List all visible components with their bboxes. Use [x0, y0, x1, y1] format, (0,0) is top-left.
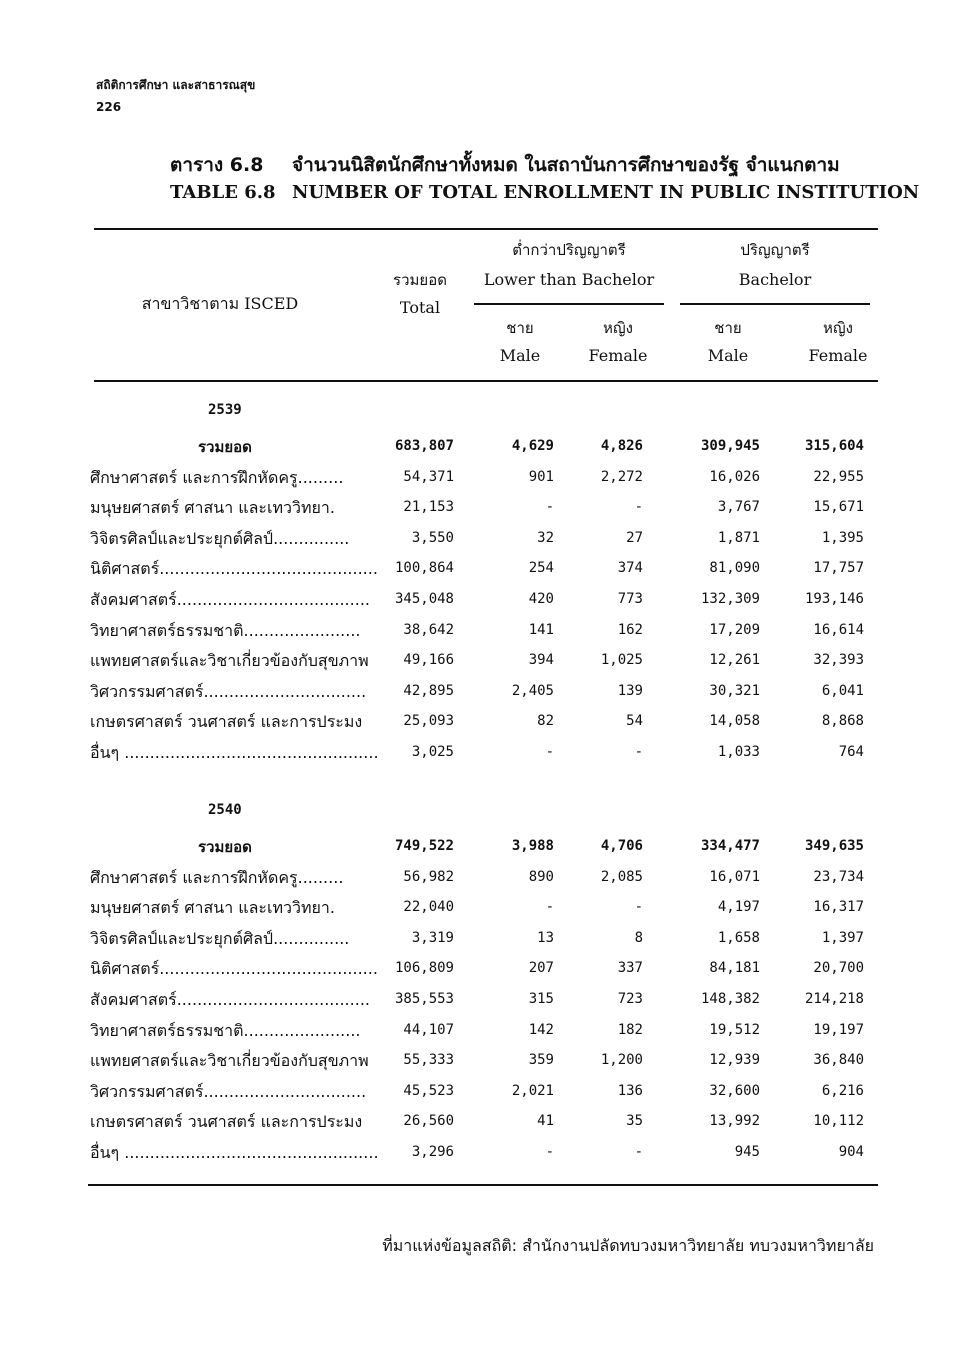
table-row [90, 738, 880, 768]
table-row [90, 924, 880, 954]
bachelor-group-rule [680, 303, 870, 305]
cell-lower-male: 141 [528, 621, 554, 638]
cell-total: 100,864 [394, 560, 454, 577]
page-number: 226 [96, 100, 122, 114]
cell-lower-male: 2,405 [511, 682, 554, 699]
cell-lower-female: 136 [617, 1082, 643, 1099]
cell-bachelor-male: 16,026 [709, 468, 760, 485]
cell-total: 683,807 [394, 438, 454, 454]
cell-lower-female: 337 [617, 960, 643, 977]
field-name: อื่นๆ .................................................. [90, 1143, 379, 1162]
cell-lower-female: 1,025 [600, 652, 643, 669]
table-row [90, 554, 880, 584]
field-name: อื่นๆ .................................................. [90, 743, 379, 762]
cell-lower-female: 1,200 [600, 1052, 643, 1069]
source-note: ที่มาแห่งข้อมูลสถิติ: สำนักงานปลัดทบวงมหาวิทยาลัย ทบวงมหาวิทยาลัย [382, 1236, 874, 1255]
table-title-thai [170, 150, 840, 180]
cell-bachelor-male: 12,261 [709, 652, 760, 669]
table-row [90, 707, 880, 737]
table-row [90, 677, 880, 707]
field-name: วิทยาศาสตร์ธรรมชาติ....................... [90, 1020, 361, 1040]
cell-bachelor-male: 12,939 [709, 1052, 760, 1069]
header-bachelor-thai: ปริญญาตรี [740, 241, 810, 259]
header-bottom-rule [94, 380, 878, 382]
cell-lower-male: - [545, 1144, 554, 1160]
table-row [90, 1016, 880, 1046]
header-bachelor-male-english: Male [707, 346, 749, 365]
cell-total: 3,025 [411, 744, 454, 760]
cell-bachelor-female: 19,197 [813, 1021, 864, 1038]
cell-lower-male: 359 [528, 1052, 554, 1069]
header-lower-thai: ต่ำกว่าปริญญาตรี [512, 241, 626, 259]
cell-lower-male: 420 [528, 591, 554, 607]
cell-bachelor-male: 945 [734, 1144, 760, 1160]
cell-lower-female: - [634, 499, 643, 516]
cell-bachelor-female: 22,955 [813, 468, 864, 485]
table-row [90, 893, 880, 923]
table-row [90, 646, 880, 676]
cell-bachelor-female: 1,395 [821, 529, 864, 546]
cell-lower-female: 2,085 [600, 868, 643, 885]
cell-lower-female: 723 [617, 991, 643, 1007]
cell-total: 345,048 [394, 591, 454, 607]
cell-bachelor-male: 3,767 [717, 499, 760, 516]
header-bachelor-male-thai: ชาย [714, 319, 742, 337]
cell-lower-female: - [634, 899, 643, 916]
cell-bachelor-female: 764 [838, 744, 864, 760]
cell-total: 25,093 [403, 713, 454, 730]
header-bachelor-female-english: Female [808, 346, 868, 365]
cell-lower-male: 32 [537, 529, 554, 546]
cell-lower-male: - [545, 899, 554, 916]
cell-total: 3,296 [411, 1144, 454, 1160]
header-total-english: Total [399, 298, 441, 317]
field-name: วิทยาศาสตร์ธรรมชาติ....................... [90, 620, 361, 640]
cell-bachelor-female: 16,614 [813, 621, 864, 638]
cell-lower-female: 4,826 [600, 438, 643, 454]
header-lower-english: Lower than Bachelor [483, 270, 655, 289]
cell-bachelor-male: 14,058 [709, 713, 760, 730]
cell-lower-female: 4,706 [600, 838, 643, 854]
cell-lower-female: 162 [617, 621, 643, 638]
cell-bachelor-female: 214,218 [804, 991, 864, 1007]
field-name: ศึกษาศาสตร์ และการฝึกหัดครู......... [90, 467, 344, 487]
table-row [90, 493, 880, 523]
field-name: วิจิตรศิลป์และประยุกต์ศิลป์............... [90, 528, 350, 548]
cell-bachelor-female: 904 [838, 1144, 864, 1160]
cell-bachelor-male: 148,382 [700, 991, 760, 1007]
cell-bachelor-female: 15,671 [813, 499, 864, 516]
cell-bachelor-male: 16,071 [709, 868, 760, 885]
running-head: สถิติการศึกษา และสาธารณสุข [96, 78, 256, 92]
field-name: ศึกษาศาสตร์ และการฝึกหัดครู......... [90, 867, 344, 887]
cell-lower-male: 13 [537, 929, 554, 946]
field-name: วิจิตรศิลป์และประยุกต์ศิลป์............... [90, 928, 350, 948]
cell-bachelor-female: 8,868 [821, 713, 864, 730]
cell-total: 3,550 [411, 529, 454, 546]
field-name: แพทยศาสตร์และวิชาเกี่ยวข้องกับสุขภาพ [90, 1051, 369, 1071]
cell-bachelor-female: 315,604 [804, 438, 864, 454]
cell-lower-female: 8 [634, 929, 643, 946]
header-lower-male-thai: ชาย [506, 319, 534, 337]
field-name: สังคมศาสตร์...................................... [90, 990, 370, 1009]
header-lower-male-english: Male [499, 346, 541, 365]
cell-lower-female: - [634, 744, 643, 760]
cell-bachelor-male: 13,992 [709, 1113, 760, 1130]
cell-bachelor-male: 334,477 [700, 838, 760, 854]
cell-bachelor-female: 23,734 [813, 868, 864, 885]
cell-bachelor-male: 1,033 [717, 744, 760, 760]
field-name: รวมยอด [198, 438, 252, 456]
header-lower-female-thai: หญิง [603, 319, 633, 337]
cell-total: 56,982 [403, 868, 454, 885]
cell-bachelor-female: 17,757 [813, 560, 864, 577]
cell-bachelor-male: 17,209 [709, 621, 760, 638]
cell-lower-female: 35 [626, 1113, 643, 1130]
cell-bachelor-female: 6,041 [821, 682, 864, 699]
lower-group-rule [474, 303, 664, 305]
table-row [90, 954, 880, 984]
cell-lower-female: 182 [617, 1021, 643, 1038]
year-heading: 2539 [208, 402, 242, 418]
table-row [90, 1138, 880, 1168]
field-name: วิศวกรรมศาสตร์................................ [90, 681, 367, 701]
year-heading: 2540 [208, 802, 242, 818]
field-name: นิติศาสตร์........................................... [90, 959, 378, 979]
cell-lower-male: 207 [528, 960, 554, 977]
table-row [90, 524, 880, 554]
table-row [90, 985, 880, 1015]
field-name: เกษตรศาสตร์ วนศาสตร์ และการประมง [90, 712, 363, 732]
table-row [90, 616, 880, 646]
cell-total: 42,895 [403, 682, 454, 699]
cell-total: 385,553 [394, 991, 454, 1007]
cell-bachelor-female: 349,635 [804, 838, 864, 854]
cell-total: 21,153 [403, 499, 454, 516]
header-total-thai: รวมยอด [393, 271, 447, 289]
cell-bachelor-female: 20,700 [813, 960, 864, 977]
cell-bachelor-male: 1,658 [717, 929, 760, 946]
cell-lower-male: 4,629 [511, 438, 554, 454]
cell-lower-male: 2,021 [511, 1082, 554, 1099]
table-title-english-text: NUMBER OF TOTAL ENROLLMENT IN PUBLIC INSTITUTION [292, 182, 920, 203]
cell-bachelor-female: 32,393 [813, 652, 864, 669]
header-bachelor-english: Bachelor [738, 270, 812, 289]
table-row [90, 585, 880, 615]
cell-lower-male: 82 [537, 713, 554, 730]
cell-bachelor-female: 36,840 [813, 1052, 864, 1069]
cell-lower-female: 139 [617, 682, 643, 699]
table-row [90, 463, 880, 493]
header-lower-female-english: Female [588, 346, 648, 365]
cell-total: 26,560 [403, 1113, 454, 1130]
cell-total: 49,166 [403, 652, 454, 669]
field-name: นิติศาสตร์........................................... [90, 559, 378, 579]
cell-bachelor-male: 30,321 [709, 682, 760, 699]
cell-lower-female: 773 [617, 591, 643, 607]
cell-lower-female: 374 [617, 560, 643, 577]
table-label-thai: ตาราง 6.8 [170, 154, 264, 176]
cell-lower-male: 890 [528, 868, 554, 885]
cell-bachelor-male: 32,600 [709, 1082, 760, 1099]
cell-bachelor-female: 193,146 [804, 591, 864, 607]
table-row-total [90, 832, 880, 862]
cell-bachelor-male: 1,871 [717, 529, 760, 546]
cell-bachelor-male: 19,512 [709, 1021, 760, 1038]
cell-lower-male: 901 [528, 468, 554, 485]
cell-lower-male: 3,988 [511, 838, 554, 854]
cell-bachelor-male: 132,309 [700, 591, 760, 607]
field-name: วิศวกรรมศาสตร์................................ [90, 1081, 367, 1101]
cell-bachelor-female: 6,216 [821, 1082, 864, 1099]
cell-total: 55,333 [403, 1052, 454, 1069]
table-row [90, 1107, 880, 1137]
cell-lower-female: 54 [626, 713, 643, 730]
cell-total: 38,642 [403, 621, 454, 638]
cell-lower-female: 2,272 [600, 468, 643, 485]
cell-lower-male: 142 [528, 1021, 554, 1038]
table-title-thai-text: จำนวนนิสิตนักศึกษาทั้งหมด ในสถาบันการศึกษาของรัฐ จำแนกตาม [292, 154, 840, 176]
cell-total: 22,040 [403, 899, 454, 916]
field-name: มนุษยศาสตร์ ศาสนา และเทววิทยา. [90, 898, 335, 918]
cell-bachelor-male: 4,197 [717, 899, 760, 916]
cell-total: 54,371 [403, 468, 454, 485]
table-label-english: TABLE 6.8 [170, 182, 276, 203]
cell-total: 106,809 [394, 960, 454, 977]
cell-total: 749,522 [394, 838, 454, 854]
table-row [90, 863, 880, 893]
cell-lower-male: - [545, 499, 554, 516]
table-title-english [170, 182, 919, 203]
cell-lower-female: 27 [626, 529, 643, 546]
cell-bachelor-male: 309,945 [700, 438, 760, 454]
field-name: แพทยศาสตร์และวิชาเกี่ยวข้องกับสุขภาพ [90, 651, 369, 671]
field-name: มนุษยศาสตร์ ศาสนา และเทววิทยา. [90, 498, 335, 518]
cell-lower-male: 41 [537, 1113, 554, 1130]
top-rule [94, 228, 878, 230]
cell-bachelor-male: 81,090 [709, 560, 760, 577]
cell-total: 44,107 [403, 1021, 454, 1038]
cell-lower-male: - [545, 744, 554, 760]
cell-total: 3,319 [411, 929, 454, 946]
cell-bachelor-female: 1,397 [821, 929, 864, 946]
table-row [90, 1046, 880, 1076]
cell-bachelor-male: 84,181 [709, 960, 760, 977]
field-name: รวมยอด [198, 838, 252, 856]
header-bachelor-female-thai: หญิง [823, 319, 853, 337]
field-name: เกษตรศาสตร์ วนศาสตร์ และการประมง [90, 1112, 363, 1132]
cell-lower-female: - [634, 1144, 643, 1160]
cell-lower-male: 315 [528, 991, 554, 1007]
cell-lower-male: 254 [528, 560, 554, 577]
table-row-total [90, 432, 880, 462]
cell-lower-male: 394 [528, 652, 554, 669]
bottom-rule [88, 1184, 878, 1186]
cell-total: 45,523 [403, 1082, 454, 1099]
header-field [120, 290, 320, 318]
field-name: สังคมศาสตร์...................................... [90, 590, 370, 609]
cell-bachelor-female: 16,317 [813, 899, 864, 916]
cell-bachelor-female: 10,112 [813, 1113, 864, 1130]
table-row [90, 1077, 880, 1107]
header-field-text: สาขาวิชาตาม ISCED [141, 294, 299, 313]
